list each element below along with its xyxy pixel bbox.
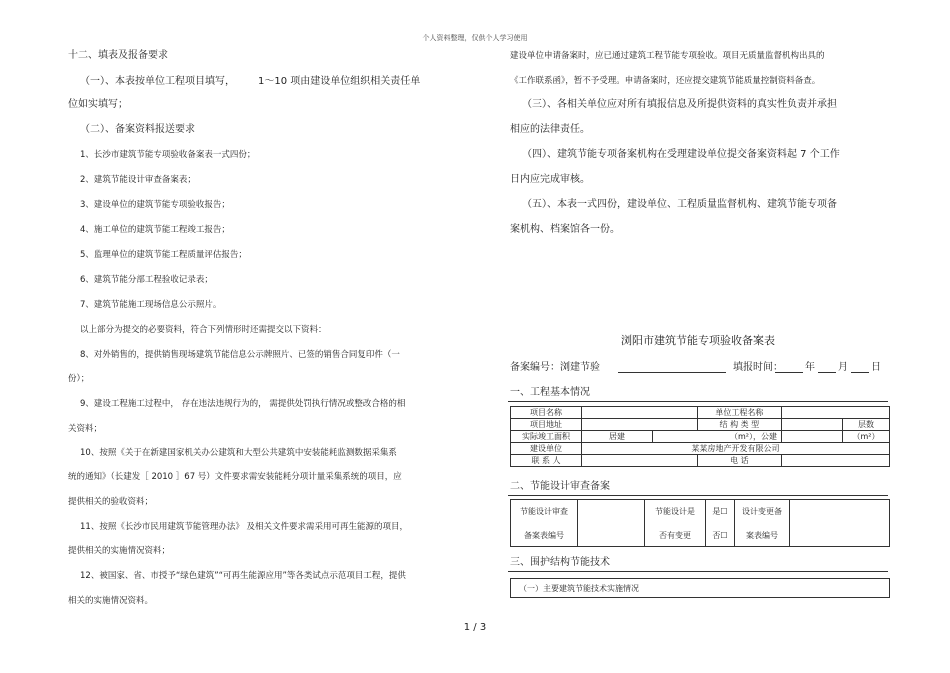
table-row [511,500,890,547]
design-change-label-a: 节能设计是 [655,506,695,516]
table-row [511,419,890,431]
item-10c: 提供相关的验收资料； [68,497,154,507]
day-field[interactable] [851,372,869,373]
contact-field[interactable] [582,455,698,467]
item-11a: 11、按照《长沙市民用建筑节能管理办法》 及相关文件要求需采用可再生能源的项目， [80,522,409,532]
list-item: 7、建筑节能施工现场信息公示照片。 [80,300,222,310]
public-area-field[interactable] [781,431,842,443]
right-para-4a: （四）、建筑节能专项备案机构在受理建设单位提交备案资料起 7 个工作 [522,149,840,160]
floors-label: 层数 [843,419,890,431]
design-change-options[interactable] [706,500,735,547]
structure-type-label: 结 构 类 型 [697,419,781,431]
right-para-5a: （五）、本表一式四份，建设单位、工程质量监督机构、建筑节能专项备 [522,199,837,210]
project-address-label: 项目地址 [511,419,582,431]
area-unit-res: （m²），公建 [653,431,782,443]
review-no-label [511,500,578,547]
yes-checkbox[interactable]: 是☐ [712,506,728,516]
list-item: 4、施工单位的建筑节能工程竣工报告； [80,225,230,235]
project-name-label: 项目名称 [511,407,582,419]
year-label: 年 [805,362,815,373]
form-title: 浏阳市建筑节能专项验收备案表 [621,334,775,347]
table-row [511,579,890,598]
unit-project-name-field[interactable] [782,407,890,419]
envelope-tech-table [510,578,890,598]
area-unit-pub: （m²） [843,431,890,443]
item-9a: 9、建设工程施工过程中， 存在违法违规行为的， 需提供处罚执行情况或整改合格的相 [80,399,406,409]
item-10b: 统的通知》（长建发［ 2010 ］67 号）文件要求需安装能耗分项计量采集系统的项目，应 [68,472,402,482]
tech-implementation-row: （一）主要建筑节能技术实施情况 [511,579,890,598]
filing-number-label: 备案编号：浏建节验 [510,362,600,373]
review-no-label-b: 备案表编号 [524,530,564,540]
project-address-field[interactable] [582,419,698,431]
day-label: 日 [871,362,881,373]
section-divider [508,401,888,402]
phone-field[interactable] [782,455,890,467]
review-no-field[interactable] [578,500,645,547]
contact-label: 联 系 人 [511,455,582,467]
section-divider [508,571,888,572]
design-change-label [645,500,706,547]
right-line-2: 《工作联系函》，暂不予受理。申请备案时，还应提交建筑节能质量控制资料备查。 [510,76,821,86]
month-label: 月 [838,362,848,373]
list-item: 6、建筑节能分部工程验收记录表； [80,275,213,285]
change-no-field[interactable] [790,500,890,547]
paragraph-1c: 位如实填写； [68,99,128,110]
section-1-title: 一、工程基本情况 [510,387,590,398]
builder-value: 某某房地产开发有限公司 [582,443,890,455]
right-line-1: 建设单位申请备案时，应已通过建筑工程节能专项验收。项目无质量监督机构出具的 [510,51,825,61]
completed-area-label: 实际竣工面积 [511,431,582,443]
item-10a: 10、按照《关于在新建国家机关办公建筑和大型公共建筑中安装能耗监测数据采集系 [80,448,397,458]
no-checkbox[interactable]: 否☐ [712,530,728,540]
project-name-field[interactable] [582,407,698,419]
paragraph-1b: 1～10 项由建设单位组织相关责任单 [258,76,421,87]
unit-project-name-label: 单位工程名称 [697,407,781,419]
year-field[interactable] [775,372,803,373]
design-review-table [510,499,890,547]
item-9b: 关资料； [68,424,103,434]
section-heading: 十二、填表及报备要求 [68,50,168,61]
table-row [511,407,890,419]
item-8a: 8、对外销售的，提供销售现场建筑节能信息公示牌照片、已签的销售合同复印件（一 [80,350,400,360]
list-item: 1、长沙市建筑节能专项验收备案表一式四份； [80,150,256,160]
review-no-label-a: 节能设计审查 [520,506,568,516]
change-no-label-a: 设计变更备 [742,506,782,516]
item-12a: 12、被国家、省、市授予“绿色建筑”“可再生能源应用”等各类试点示范项目工程，提供 [80,571,406,581]
filing-number-field[interactable] [618,372,726,373]
table-row [511,443,890,455]
paragraph-1a: （一）、本表按单位工程项目填写， [80,76,235,87]
basic-info-table [510,406,890,467]
table-row [511,455,890,467]
phone-label: 电 话 [697,455,781,467]
item-11b: 提供相关的实施情况资料； [68,546,171,556]
note: 以上部分为提交的必要资料，符合下列情形时还需提交以下资料： [80,325,327,335]
header-note: 个人资料整理，仅供个人学习使用 [422,34,528,42]
design-change-label-b: 否有变更 [659,530,691,540]
page-number: 1 / 3 [463,622,487,633]
list-item: 3、建设单位的建筑节能专项验收报告； [80,200,230,210]
list-item: 2、建筑节能设计审查备案表； [80,175,196,185]
paragraph-2: （二）、备案资料报送要求 [80,124,195,135]
right-para-3b: 相应的法律责任。 [510,124,590,135]
section-2-title: 二、节能设计审查备案 [510,481,610,492]
item-12b: 相关的实施情况资料。 [68,596,154,606]
change-no-label [735,500,790,547]
table-row [511,431,890,443]
structure-type-field[interactable] [782,419,843,431]
builder-label: 建设单位 [511,443,582,455]
section-divider [508,495,888,496]
list-item: 5、监理单位的建筑节能工程质量评估报告； [80,250,247,260]
filing-time-label: 填报时间： [733,362,783,373]
right-para-4b: 日内应完成审核。 [510,174,590,185]
change-no-label-b: 案表编号 [746,530,778,540]
right-para-3a: （三）、各相关单位应对所有填报信息及所提供资料的真实性负责并承担 [522,99,837,110]
month-field[interactable] [818,372,836,373]
residential-label: 居建 [582,431,653,443]
right-para-5b: 案机构、档案馆各一份。 [510,224,620,235]
item-8b: 份）； [68,374,90,384]
section-3-title: 三、围护结构节能技术 [510,557,610,568]
